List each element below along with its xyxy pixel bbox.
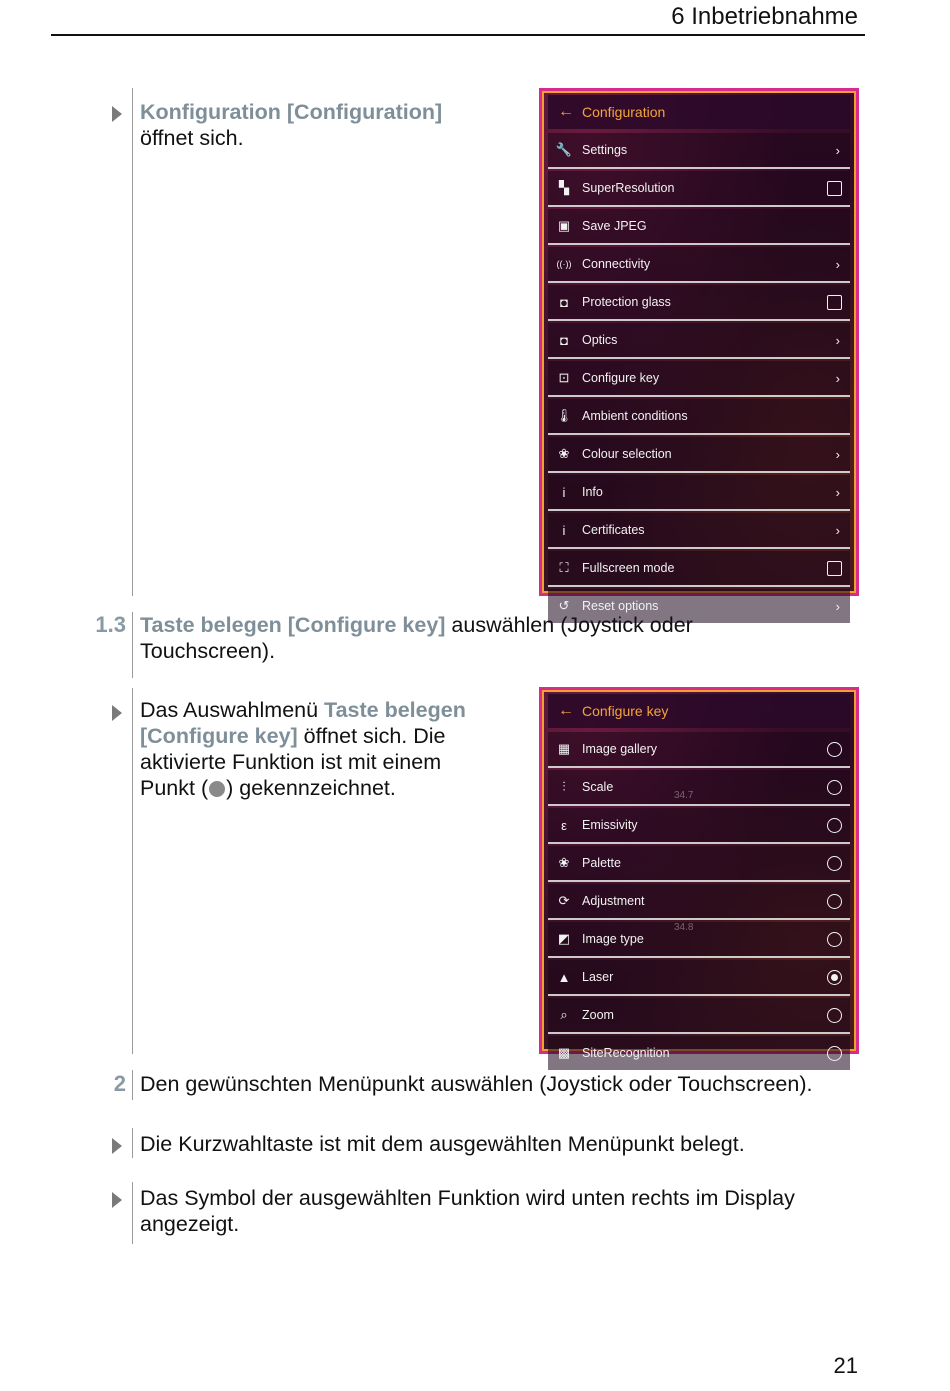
menu-item-label: Scale (582, 780, 614, 794)
menu-item-label: Emissivity (582, 818, 638, 832)
configure-key-screenshot (539, 687, 859, 1060)
result-text: Konfiguration [Configuration] öffnet sich. (140, 100, 443, 150)
menu-item-image-type[interactable] (548, 922, 850, 958)
menu-item-label: Colour selection (582, 447, 672, 461)
menu-item-emissivity[interactable] (548, 808, 850, 844)
radio-button[interactable] (827, 1008, 842, 1023)
menu-item-connectivity[interactable] (548, 247, 850, 283)
step-text: Den gewünschten Menüpunkt auswählen (Joystick oder Touchscreen). (140, 1072, 813, 1096)
chevron-right-icon: › (835, 446, 840, 462)
menu-name-highlight: Taste belegen [Configure key] (140, 613, 446, 637)
menu-item-colour-selection[interactable] (548, 437, 850, 473)
result-arrow-icon (112, 1138, 122, 1154)
screen-title: Configuration (582, 104, 666, 120)
back-arrow-icon: ← (558, 702, 574, 719)
radio-button[interactable] (827, 894, 842, 909)
result-text: Das Auswahlmenü Taste belegen [Configure key] öffnet sich. Die aktivierte Funktion ist mit einem Punkt ( ) gekennzeichnet. (140, 698, 466, 800)
menu-item-label: SuperResolution (582, 181, 675, 195)
menu-item-protection-glass[interactable] (548, 285, 850, 321)
menu-item-configure-key[interactable] (548, 361, 850, 397)
menu-item-label: Fullscreen mode (582, 561, 675, 575)
wrench-icon: 🔧 (555, 142, 573, 157)
step-guide-line (132, 88, 133, 596)
menu-item-certificates[interactable] (548, 513, 850, 549)
menu-item-optics[interactable] (548, 323, 850, 359)
screen-title-bar (548, 694, 850, 728)
menu-item-label: Zoom (582, 1008, 614, 1022)
result-arrow-icon (112, 106, 122, 122)
menu-item-label: Image gallery (582, 742, 658, 756)
menu-item-laser[interactable] (548, 960, 850, 996)
checkbox[interactable] (827, 295, 842, 310)
key-config-icon: ⊡ (558, 370, 570, 385)
step-guide-line (132, 1070, 133, 1100)
fullscreen-icon: ⛶ (559, 560, 569, 575)
menu-item-label: Connectivity (582, 257, 651, 271)
reset-icon: ↺ (558, 598, 570, 613)
radio-button[interactable] (827, 818, 842, 833)
camera-icon: ◘ (560, 294, 568, 310)
chapter-title: 6 Inbetriebnahme (671, 3, 858, 30)
step-text: Taste belegen [Configure key] auswählen (Joystick oder Touchscreen). (140, 613, 693, 663)
superresolution-icon: ▚ (559, 180, 569, 195)
step-guide-line (132, 612, 133, 678)
thermometer-icon: 🌡 (555, 408, 573, 423)
image-type-icon: ◩ (557, 931, 571, 946)
gallery-icon: ▦ (557, 741, 571, 756)
checkbox[interactable] (827, 561, 842, 576)
header-rule (51, 34, 865, 36)
menu-item-info[interactable] (548, 475, 850, 511)
chevron-right-icon: › (835, 256, 840, 272)
chevron-right-icon: › (835, 484, 840, 500)
chevron-right-icon: › (835, 332, 840, 348)
chevron-right-icon: › (835, 522, 840, 538)
menu-item-label: SiteRecognition (582, 1046, 670, 1060)
zoom-icon: ⌕ (560, 1007, 568, 1022)
chevron-right-icon: › (835, 370, 840, 386)
page-number: 21 (833, 1353, 858, 1378)
radio-button[interactable] (827, 742, 842, 757)
menu-item-adjustment[interactable] (548, 884, 850, 920)
step-guide-line (132, 688, 133, 1054)
menu-item-settings[interactable] (548, 133, 850, 169)
configuration-screenshot (539, 88, 859, 614)
step-number: 1.3 (95, 612, 126, 637)
menu-item-save-jpeg[interactable] (548, 209, 850, 245)
step-number: 2 (113, 1071, 126, 1096)
menu-item-label: Info (582, 485, 603, 499)
menu-item-label: Adjustment (582, 894, 645, 908)
scale-icon: ⫶ (562, 779, 566, 794)
selected-dot-icon (209, 781, 225, 797)
menu-item-label: Certificates (582, 523, 645, 537)
menu-item-image-gallery[interactable] (548, 732, 850, 768)
menu-item-scale[interactable] (548, 770, 850, 806)
camera-icon: ◘ (560, 332, 568, 348)
menu-item-label: Ambient conditions (582, 409, 688, 423)
step-guide-line (132, 1182, 133, 1244)
radio-button[interactable] (827, 780, 842, 795)
menu-item-siterecognition[interactable] (548, 1036, 850, 1070)
chevron-right-icon: › (835, 142, 840, 158)
menu-item-label: Reset options (582, 599, 659, 613)
emissivity-icon: ε (561, 817, 567, 833)
menu-item-label: Save JPEG (582, 219, 647, 233)
menu-item-label: Configure key (582, 371, 660, 385)
info-icon: i (562, 484, 566, 500)
result-text: Das Symbol der ausgewählten Funktion wird unten rechts im Display angezeigt. (140, 1186, 795, 1236)
result-arrow-icon (112, 1192, 122, 1208)
adjustment-icon: ⟳ (558, 893, 570, 908)
checkbox[interactable] (827, 181, 842, 196)
temperature-readout: 34.8 (674, 922, 694, 933)
menu-item-zoom[interactable] (548, 998, 850, 1034)
menu-item-palette[interactable] (548, 846, 850, 882)
result-text: Die Kurzwahltaste ist mit dem ausgewählten Menüpunkt belegt. (140, 1132, 745, 1156)
menu-item-label: Palette (582, 856, 621, 870)
palette-icon: ❀ (558, 446, 570, 461)
palette-icon: ❀ (558, 855, 570, 870)
menu-item-label: Image type (582, 932, 644, 946)
info-icon: i (562, 522, 566, 538)
chevron-right-icon: › (835, 598, 840, 614)
screen-title-bar (548, 95, 850, 129)
configuration-menu (548, 133, 850, 625)
configure-key-menu (548, 732, 850, 1072)
wireless-icon: ((·)) (556, 259, 572, 269)
jpeg-icon: ▣ (557, 218, 571, 233)
menu-item-superresolution[interactable] (548, 171, 850, 207)
menu-item-label: Protection glass (582, 295, 671, 309)
menu-item-ambient-conditions[interactable] (548, 399, 850, 435)
back-arrow-icon: ← (558, 103, 574, 120)
screen-title: Configure key (582, 703, 669, 719)
menu-item-label: Settings (582, 143, 628, 157)
radio-button[interactable] (827, 856, 842, 871)
qr-icon: ▩ (557, 1045, 571, 1060)
menu-item-label: Laser (582, 970, 614, 984)
radio-button[interactable] (827, 1046, 842, 1061)
laser-icon: ▲ (557, 969, 571, 985)
result-arrow-icon (112, 705, 122, 721)
radio-selected[interactable] (827, 970, 842, 985)
menu-name-highlight: Konfiguration [Configuration] (140, 100, 443, 124)
step-guide-line (132, 1128, 133, 1158)
menu-item-fullscreen-mode[interactable] (548, 551, 850, 587)
temperature-readout: 34.7 (674, 790, 694, 801)
radio-button[interactable] (827, 932, 842, 947)
menu-item-label: Optics (582, 333, 618, 347)
